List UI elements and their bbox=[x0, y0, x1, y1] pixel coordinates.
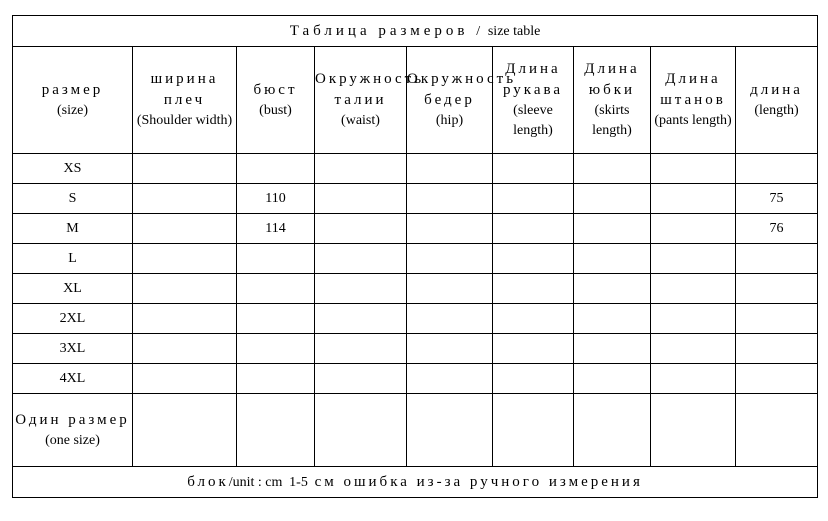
table-cell bbox=[493, 274, 574, 304]
table-cell bbox=[407, 274, 493, 304]
table-cell bbox=[315, 214, 407, 244]
footer-unit-en: /unit : cm bbox=[228, 474, 283, 490]
table-cell bbox=[133, 274, 237, 304]
table-cell bbox=[493, 154, 574, 184]
one-size-label bbox=[13, 394, 133, 467]
table-cell bbox=[651, 274, 736, 304]
table-cell bbox=[237, 334, 315, 364]
column-header-en: (size) bbox=[56, 102, 89, 118]
table-cell bbox=[493, 244, 574, 274]
table-cell bbox=[651, 184, 736, 214]
table-cell bbox=[574, 364, 651, 394]
header-row bbox=[13, 47, 818, 154]
table-cell bbox=[736, 334, 818, 364]
table-cell bbox=[574, 274, 651, 304]
column-header-en: (hip) bbox=[435, 113, 464, 128]
table-cell bbox=[407, 334, 493, 364]
table-row bbox=[13, 154, 818, 184]
column-header-ru: Окружность бедер bbox=[407, 71, 517, 108]
table-cell bbox=[315, 244, 407, 274]
column-header-ru: размер bbox=[41, 81, 104, 98]
table-row bbox=[13, 304, 818, 334]
column-header bbox=[651, 47, 736, 154]
footer-unit-ru: блок bbox=[187, 473, 229, 490]
table-cell bbox=[133, 394, 237, 467]
table-cell bbox=[493, 214, 574, 244]
one-size-row bbox=[13, 394, 818, 467]
column-header-ru: Длина штанов bbox=[660, 71, 726, 108]
size-label: XL bbox=[13, 274, 133, 304]
table-cell bbox=[574, 154, 651, 184]
table-cell bbox=[315, 394, 407, 467]
table-cell bbox=[407, 304, 493, 334]
size-label: 2XL bbox=[13, 304, 133, 334]
table-cell bbox=[736, 154, 818, 184]
column-header bbox=[493, 47, 574, 154]
table-cell bbox=[493, 304, 574, 334]
table-cell bbox=[651, 244, 736, 274]
table-cell: 110 bbox=[237, 184, 315, 214]
size-label: S bbox=[13, 184, 133, 214]
table-cell bbox=[315, 364, 407, 394]
table-cell bbox=[315, 304, 407, 334]
table-title bbox=[13, 16, 818, 47]
size-label: 3XL bbox=[13, 334, 133, 364]
table-cell bbox=[736, 364, 818, 394]
table-row bbox=[13, 244, 818, 274]
table-cell bbox=[736, 244, 818, 274]
table-cell bbox=[407, 184, 493, 214]
footer-rest: см ошибка из-за ручного измерения bbox=[314, 473, 643, 490]
table-cell: 75 bbox=[736, 184, 818, 214]
table-cell bbox=[407, 244, 493, 274]
table-row bbox=[13, 214, 818, 244]
title-ru: Таблица размеров bbox=[289, 22, 469, 39]
table-cell bbox=[574, 394, 651, 467]
table-cell bbox=[736, 394, 818, 467]
footer-row bbox=[13, 467, 818, 498]
column-header-ru: Окружность талии bbox=[315, 71, 425, 108]
table-cell bbox=[651, 214, 736, 244]
table-cell bbox=[133, 214, 237, 244]
table-cell bbox=[574, 334, 651, 364]
table-cell bbox=[493, 334, 574, 364]
table-cell bbox=[133, 364, 237, 394]
column-header-ru: ширина плеч bbox=[150, 71, 219, 108]
table-cell bbox=[574, 214, 651, 244]
column-header-en: (bust) bbox=[259, 102, 292, 118]
table-cell bbox=[407, 364, 493, 394]
table-cell bbox=[133, 304, 237, 334]
size-table bbox=[12, 15, 818, 498]
column-header-ru: длина bbox=[750, 81, 803, 98]
column-header bbox=[237, 47, 315, 154]
column-header-en: (Shoulder width) bbox=[136, 113, 233, 128]
table-cell bbox=[736, 274, 818, 304]
column-header bbox=[574, 47, 651, 154]
one-size-en: (one size) bbox=[45, 432, 100, 448]
table-cell bbox=[574, 304, 651, 334]
table-row bbox=[13, 274, 818, 304]
table-cell bbox=[237, 154, 315, 184]
column-header bbox=[407, 47, 517, 154]
table-cell bbox=[651, 334, 736, 364]
table-row bbox=[13, 364, 818, 394]
table-row bbox=[13, 334, 818, 364]
column-header bbox=[736, 47, 818, 154]
table-cell bbox=[493, 394, 574, 467]
table-cell bbox=[407, 214, 493, 244]
table-cell bbox=[574, 184, 651, 214]
table-cell bbox=[736, 304, 818, 334]
title-en: size table bbox=[487, 23, 541, 39]
column-header-en: (sleeve length) bbox=[513, 103, 553, 138]
size-label: XS bbox=[13, 154, 133, 184]
column-header-ru: Длина рукава bbox=[502, 61, 564, 98]
column-header bbox=[13, 47, 133, 154]
table-cell bbox=[493, 184, 574, 214]
table-cell bbox=[133, 184, 237, 214]
column-header bbox=[133, 47, 237, 154]
table-cell bbox=[407, 154, 493, 184]
column-header-en: (length) bbox=[754, 102, 799, 118]
size-label: L bbox=[13, 244, 133, 274]
size-chart bbox=[12, 15, 817, 508]
footer-range: 1-5 bbox=[289, 474, 308, 490]
column-header-en: (skirts length) bbox=[592, 103, 632, 138]
table-cell bbox=[237, 274, 315, 304]
table-cell: 114 bbox=[237, 214, 315, 244]
table-cell bbox=[237, 394, 315, 467]
column-header-en: (waist) bbox=[341, 113, 380, 128]
one-size-ru: Один размер bbox=[15, 411, 130, 428]
title-separator: / bbox=[476, 23, 481, 39]
table-cell bbox=[133, 154, 237, 184]
table-cell bbox=[493, 364, 574, 394]
column-header-en: (pants length) bbox=[654, 113, 732, 128]
table-cell bbox=[237, 304, 315, 334]
size-label: 4XL bbox=[13, 364, 133, 394]
table-cell bbox=[574, 244, 651, 274]
size-label: M bbox=[13, 214, 133, 244]
table-cell bbox=[315, 154, 407, 184]
table-cell bbox=[237, 244, 315, 274]
table-cell bbox=[651, 364, 736, 394]
table-cell bbox=[651, 304, 736, 334]
table-cell bbox=[407, 394, 493, 467]
table-cell bbox=[237, 364, 315, 394]
column-header-ru: бюст bbox=[253, 81, 298, 98]
table-cell bbox=[133, 244, 237, 274]
table-row bbox=[13, 184, 818, 214]
column-header bbox=[315, 47, 425, 154]
table-cell: 76 bbox=[736, 214, 818, 244]
table-cell bbox=[315, 274, 407, 304]
table-cell bbox=[651, 154, 736, 184]
table-cell bbox=[651, 394, 736, 467]
table-cell bbox=[133, 334, 237, 364]
table-cell bbox=[315, 184, 407, 214]
measurement-note bbox=[13, 467, 818, 498]
column-header-ru: Длина юбки bbox=[584, 61, 640, 98]
table-cell bbox=[315, 334, 407, 364]
